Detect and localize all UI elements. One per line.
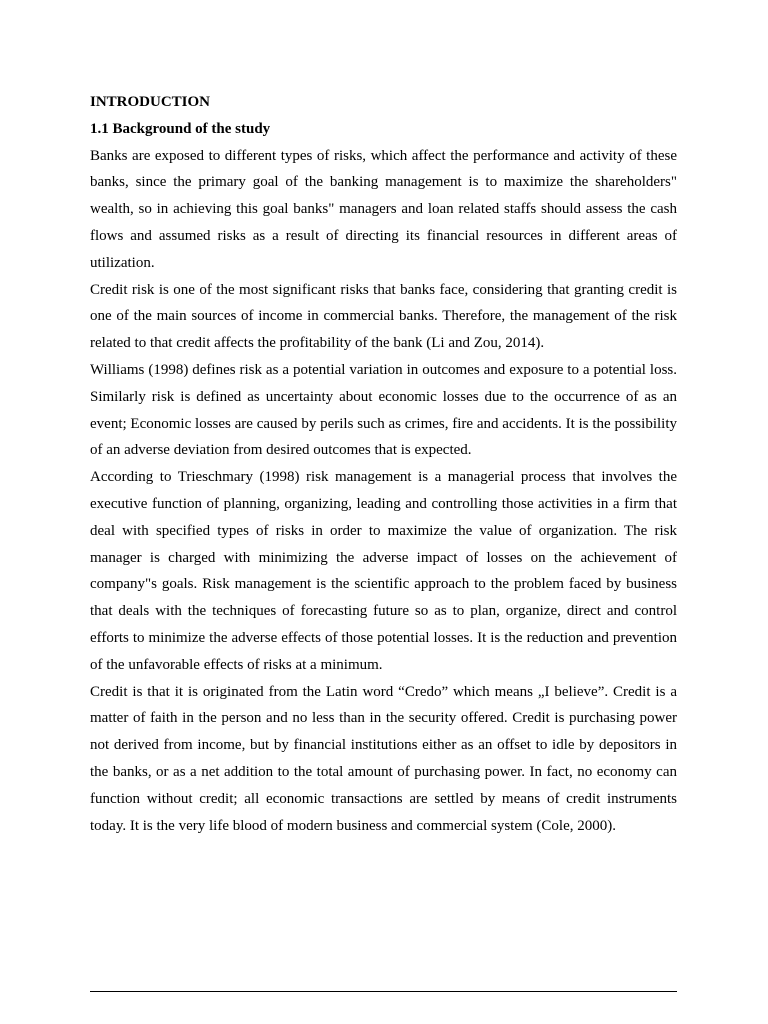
paragraph: Williams (1998) defines risk as a potential variation in outcomes and exposure to a potential loss. Similarly risk is defined as uncertainty about economic losses due to the occurrence of as an event; Economic losses are caused by perils such as crimes, fire and accidents. It is the possibility of an adverse deviation from desired outcomes that is expected. [90, 361, 677, 459]
chapter-heading: INTRODUCTION [90, 94, 211, 110]
paragraph: Banks are exposed to different types of risks, which affect the performance and activity of these banks, since the primary goal of the banking management is to maximize the shareholders" wealth, so in achieving this goal banks" managers and loan related staffs should assess the cash flows and assumed risks as a result of directing its financial resources in different areas of utilization. [90, 147, 677, 271]
document-page [90, 89, 677, 839]
footer-divider [90, 991, 677, 992]
paragraph: According to Trieschmary (1998) risk management is a managerial process that involves the executive function of planning, organizing, leading and controlling those activities in a firm that deal with specified types of risks in order to maximize the value of organization. The risk manager is charged with minimizing the adverse impact of losses on the achievement of company"s goals. Risk management is the scientific approach to the problem faced by business that deals with the techniques of forecasting future so as to plan, organize, direct and control efforts to minimize the adverse effects of those potential losses. It is the reduction and prevention of the unfavorable effects of risks at a minimum. [90, 469, 677, 673]
section-heading: 1.1 Background of the study [90, 120, 271, 137]
paragraph: Credit is that it is originated from the Latin word “Credo” which means „I believe”. Credit is a matter of faith in the person and no less than in the security offered. Credit is purchasing power not derived from income, but by financial institutions either as an offset to idle by depositors in the banks, or as a net addition to the total amount of purchasing power. In fact, no economy can function without credit; all economic transactions are settled by means of credit instruments today. It is the very life blood of modern business and commercial system (Cole, 2000). [90, 683, 677, 834]
paragraph: Credit risk is one of the most significant risks that banks face, considering that granting credit is one of the main sources of income in commercial banks. Therefore, the management of the risk related to that credit affects the profitability of the bank (Li and Zou, 2014). [90, 281, 677, 352]
